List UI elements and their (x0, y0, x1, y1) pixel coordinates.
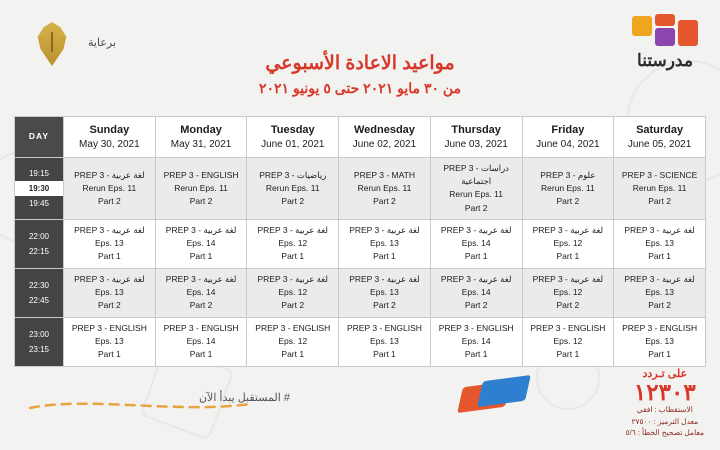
cell-episode: Eps. 13 (94, 287, 124, 298)
time-start: 19:15 (28, 168, 50, 178)
cell-part: Part 1 (648, 349, 671, 360)
time-slot-cell (15, 268, 64, 317)
cell-part: Part 2 (464, 300, 488, 311)
schedule-cell (339, 317, 431, 366)
books-illustration-icon (455, 374, 535, 414)
column-header-sunday (64, 117, 156, 158)
cell-episode: Eps. 12 (278, 336, 308, 347)
schedule-cell (339, 219, 431, 268)
cell-episode: Eps. 12 (278, 287, 308, 298)
cell-subject: PREP 3 - لغة عربية (74, 224, 145, 235)
cell-part: Part 2 (189, 300, 213, 311)
cell-subject: PREP 3 - لغة عربية (74, 169, 145, 180)
schedule-cell (155, 317, 247, 366)
schedule-cell (64, 268, 156, 317)
schedule-cell (522, 219, 614, 268)
page-title: مواعيد الاعادة الأسبوعي (265, 53, 455, 74)
cell-episode: Eps. 13 (645, 336, 675, 347)
cell-episode: Eps. 14 (186, 336, 216, 347)
schedule-cell (430, 219, 522, 268)
cell-episode: Eps. 13 (370, 287, 399, 298)
cell-part: Part 2 (556, 195, 580, 206)
time-slot-cell (15, 317, 64, 366)
time-slot-cell (15, 158, 64, 220)
cell-subject: PREP 3 - دراسات اجتماعية (443, 163, 509, 187)
cell-episode: Eps. 12 (553, 287, 583, 298)
cell-part: Part 2 (556, 300, 580, 311)
brand-blocks-icon (632, 14, 698, 48)
table-row (15, 317, 706, 366)
cell-subject: PREP 3 - ENGLISH (71, 322, 147, 333)
column-header-tuesday (247, 117, 339, 158)
schedule-cell (64, 317, 156, 366)
cell-episode: Eps. 13 (94, 238, 124, 249)
page-header (0, 0, 720, 112)
schedule-table-head (15, 117, 706, 158)
column-dayname: Tuesday (270, 123, 315, 136)
schedule-cell (64, 219, 156, 268)
cell-subject: PREP 3 - ENGLISH (163, 169, 239, 180)
time-end: 23:15 (28, 344, 50, 354)
column-header-saturday (614, 117, 706, 158)
cell-subject: PREP 3 - رياضيات (259, 169, 327, 180)
day-column-header: DAY (15, 117, 64, 158)
schedule-cell (247, 219, 339, 268)
cell-subject: PREP 3 - لغة عربية (74, 273, 145, 284)
cell-episode: Rerun Eps. 11 (357, 182, 412, 193)
schedule-cell (247, 158, 339, 220)
cell-episode: Eps. 14 (186, 287, 216, 298)
cell-episode: Eps. 14 (186, 238, 216, 249)
schedule-cell (155, 158, 247, 220)
cell-part: Part 2 (98, 300, 121, 311)
cell-episode: Eps. 13 (370, 238, 399, 249)
frequency-value: ١٢٣٠٣ (633, 379, 696, 406)
time-end: 22:45 (28, 295, 50, 305)
cell-subject: PREP 3 - لغة عربية (624, 224, 695, 235)
cell-subject: PREP 3 - لغة عربية (349, 224, 420, 235)
cell-episode: Eps. 12 (278, 238, 308, 249)
cell-subject: PREP 3 - علوم (540, 169, 596, 180)
cell-part: Part 1 (281, 349, 305, 360)
cell-subject: PREP 3 - MATH (353, 169, 415, 180)
table-row (15, 219, 706, 268)
cell-subject: PREP 3 - لغة عربية (532, 273, 604, 284)
schedule-cell (614, 268, 706, 317)
page-footer (0, 368, 720, 450)
schedule-cell (522, 268, 614, 317)
cell-episode: Eps. 14 (461, 238, 491, 249)
column-header-wednesday (339, 117, 431, 158)
column-dayname: Sunday (89, 123, 130, 136)
cell-episode: Eps. 13 (94, 336, 124, 347)
table-row (15, 268, 706, 317)
cell-episode: Rerun Eps. 11 (265, 182, 320, 193)
cell-part: Part 2 (373, 300, 396, 311)
time-start: 23:00 (28, 329, 50, 339)
cell-episode: Eps. 14 (461, 287, 491, 298)
cell-subject: PREP 3 - ENGLISH (163, 322, 239, 333)
column-daydate: June 02, 2021 (352, 138, 417, 150)
column-daydate: June 01, 2021 (261, 138, 325, 150)
cell-part: Part 2 (648, 300, 671, 311)
frequency-detail-symbolrate: معدل الترميز : ٢٧٥٠٠ (631, 416, 699, 426)
cell-subject: PREP 3 - لغة عربية (624, 273, 695, 284)
cell-part: Part 1 (98, 251, 121, 262)
cell-subject: PREP 3 - ENGLISH (346, 322, 422, 333)
cell-episode: Rerun Eps. 11 (449, 189, 504, 200)
schedule-cell (155, 268, 247, 317)
column-dayname: Thursday (451, 123, 501, 136)
cell-subject: PREP 3 - لغة عربية (165, 273, 237, 284)
cell-subject: PREP 3 - لغة عربية (440, 224, 512, 235)
column-daydate: June 05, 2021 (627, 138, 692, 150)
frequency-detail-polarization: الاستقطاب : افقي (636, 405, 693, 415)
time-end: 22:15 (28, 246, 50, 256)
frequency-detail-fec: معامل تصحيح الخطأ : ٥/٦ (625, 427, 704, 437)
time-mid: 19:30 (15, 181, 63, 196)
schedule-cell (614, 158, 706, 220)
column-daydate: May 30, 2021 (79, 138, 140, 150)
column-dayname: Friday (551, 123, 585, 136)
cell-part: Part 1 (464, 349, 488, 360)
cell-subject: PREP 3 - لغة عربية (165, 224, 237, 235)
page-subtitle: من ٣٠ مايو ٢٠٢١ حتى ٥ يونيو ٢٠٢١ (258, 80, 462, 96)
time-start: 22:00 (28, 231, 50, 241)
cell-episode: Eps. 13 (370, 336, 399, 347)
frequency-info (626, 367, 704, 438)
cell-subject: PREP 3 - لغة عربية (349, 273, 420, 284)
column-daydate: June 03, 2021 (444, 138, 508, 150)
column-dayname: Saturday (636, 123, 684, 136)
schedule-cell (430, 268, 522, 317)
schedule-cell (522, 317, 614, 366)
table-row (15, 158, 706, 220)
schedule-cell (614, 317, 706, 366)
cell-part: Part 2 (373, 195, 396, 206)
cell-subject: PREP 3 - لغة عربية (532, 224, 604, 235)
schedule-cell (64, 158, 156, 220)
cell-episode: Eps. 13 (645, 287, 675, 298)
schedule-cell (247, 268, 339, 317)
cell-episode: Rerun Eps. 11 (632, 182, 687, 193)
cell-episode: Eps. 12 (553, 336, 583, 347)
schedule-cell (155, 219, 247, 268)
table-header-row (15, 117, 706, 158)
cell-part: Part 2 (189, 195, 213, 206)
cell-subject: PREP 3 - SCIENCE (621, 169, 698, 180)
frequency-label: على تـردد (642, 368, 688, 381)
schedule-cell (430, 317, 522, 366)
brand-name: مدرستنا (637, 51, 693, 70)
cell-episode: Rerun Eps. 11 (541, 182, 595, 193)
schedule-cell (614, 219, 706, 268)
schedule-table-body (15, 158, 706, 367)
cell-part: Part 1 (98, 349, 121, 360)
cell-part: Part 2 (281, 195, 305, 206)
cell-part: Part 1 (373, 251, 396, 262)
schedule-cell (339, 268, 431, 317)
cell-subject: PREP 3 - لغة عربية (257, 224, 328, 235)
column-dayname: Monday (180, 123, 222, 136)
schedule-table-wrapper (14, 116, 706, 367)
time-slot-cell (15, 219, 64, 268)
column-dayname: Wednesday (353, 123, 415, 136)
cell-subject: PREP 3 - لغة عربية (257, 273, 328, 284)
cell-part: Part 2 (648, 195, 671, 206)
cell-part: Part 1 (556, 349, 580, 360)
schedule-cell (339, 158, 431, 220)
cell-part: Part 1 (189, 251, 213, 262)
column-daydate: June 04, 2021 (536, 138, 600, 150)
time-start: 22:30 (28, 280, 50, 290)
column-header-thursday (430, 117, 522, 158)
column-header-monday (155, 117, 247, 158)
schedule-cell (247, 317, 339, 366)
column-daydate: May 31, 2021 (170, 138, 232, 150)
schedule-table (14, 116, 706, 367)
cell-subject: PREP 3 - ENGLISH (530, 322, 606, 333)
cell-subject: PREP 3 - ENGLISH (622, 322, 698, 333)
cell-part: Part 1 (556, 251, 580, 262)
cell-part: Part 2 (281, 300, 305, 311)
cell-subject: PREP 3 - لغة عربية (440, 273, 512, 284)
cell-subject: PREP 3 - ENGLISH (255, 322, 331, 333)
cell-part: Part 1 (648, 251, 671, 262)
time-end: 19:45 (28, 198, 50, 208)
cell-subject: PREP 3 - ENGLISH (438, 322, 514, 333)
cell-part: Part 1 (189, 349, 213, 360)
cell-episode: Rerun Eps. 11 (82, 182, 137, 193)
cell-part: Part 2 (464, 202, 488, 213)
cell-episode: Rerun Eps. 11 (174, 182, 228, 193)
cell-episode: Eps. 13 (645, 238, 675, 249)
sponsor-label: برعاية (88, 37, 117, 49)
cell-part: Part 1 (281, 251, 305, 262)
schedule-cell (430, 158, 522, 220)
cell-part: Part 1 (373, 349, 396, 360)
cell-part: Part 2 (98, 195, 121, 206)
cell-episode: Eps. 12 (553, 238, 583, 249)
slogan-text: # المستقبل يبدأ الآن (198, 392, 290, 404)
schedule-cell (522, 158, 614, 220)
cell-episode: Eps. 14 (461, 336, 491, 347)
column-header-friday (522, 117, 614, 158)
cell-part: Part 1 (464, 251, 488, 262)
